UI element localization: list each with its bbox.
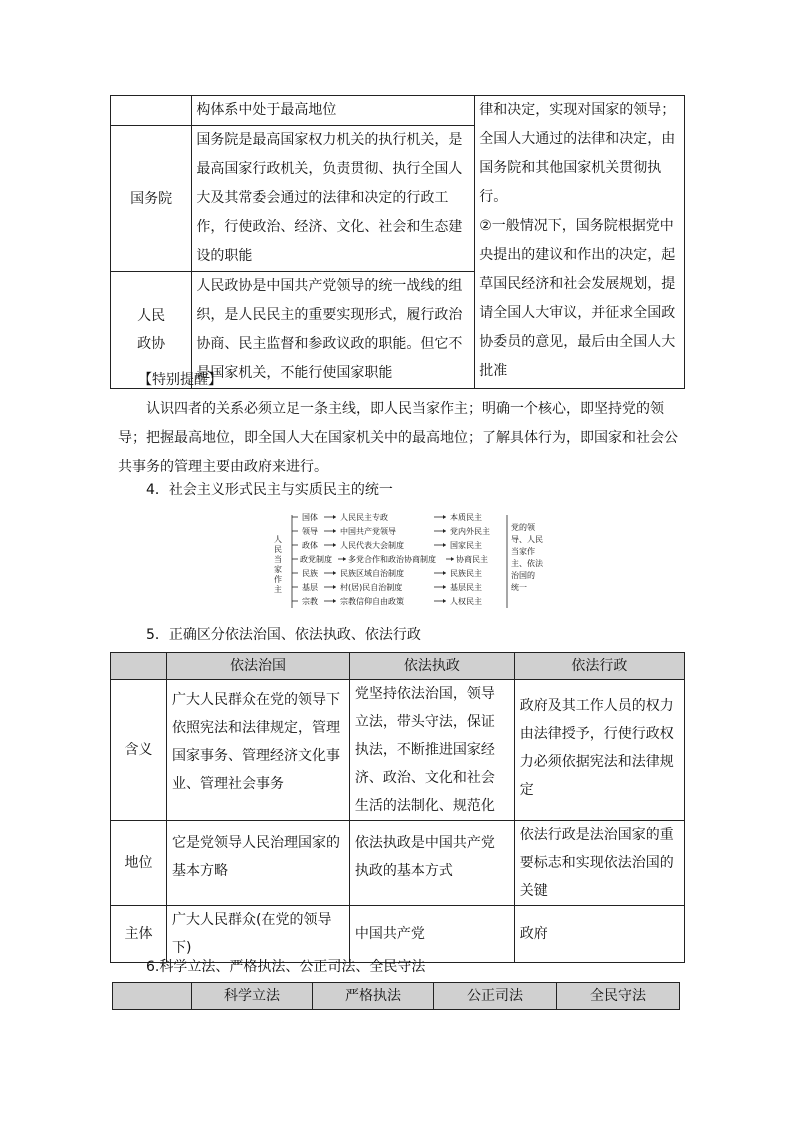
table2-header-2: 依法执政 [349,653,514,680]
diagram-row-system: 人民民主专政 [340,513,388,522]
diagram-row [292,568,482,578]
table2-row-label-2: 主体 [111,906,167,963]
diagram-row-democracy: 国家民主 [450,541,482,550]
table2-cell-1-0: 它是党领导人民治理国家的基本方略 [167,821,350,906]
diagram-row [292,540,482,550]
diagram-right-line: 党的领 [511,523,535,532]
diagram-row-democracy: 本质民主 [450,513,482,522]
diagram-row-category: 政党制度 [300,555,332,564]
table2-cell-2-0: 广大人民群众(在党的领导下) [167,906,350,963]
section5-title: 5．正确区分依法治国、依法执政、依法行政 [146,627,421,643]
table3-header-0 [113,983,192,1010]
diagram-row-system: 多党合作和政治协商制度 [348,555,436,564]
table2-cell-2-2: 政府 [514,906,684,963]
diagram-row-category: 国体 [302,513,318,522]
diagram-right-line: 当家作 [511,547,535,556]
democracy-diagram [262,508,552,614]
section4-title: 4．社会主义形式民主与实质民主的统一 [146,482,393,498]
table3-header-2: 严格执法 [313,983,434,1010]
diagram-row [292,526,490,536]
table1-content-1: 国务院是最高国家权力机关的执行机关，是最高国家行政机关，负责贯彻、执行全国人大及其常委会通过的法律和决定的行政工作，行使政治、经济、文化、社会和生态建设的职能 [192,126,475,272]
table1-content-2: 人民政协是中国共产党领导的统一战线的组织，是人民民主的重要实现形式，履行政治协商、民主监督和参政议政的职能。但它不是国家机关，不能行使国家职能 [192,272,475,389]
table2-cell-1-1: 依法执政是中国共产党执政的基本方式 [349,821,514,906]
diagram-row-system: 村(居)民自治制度 [340,583,403,592]
table2-cell-0-2: 政府及其工作人员的权力由法律授予，行使行政权力必须依据宪法和法律规定 [514,680,684,821]
diagram-row-category: 民族 [302,569,318,578]
legal-system-table [112,982,680,1010]
table2-cell-0-1: 党坚持依法治国，领导立法，带头守法，保证执法，不断推进国家经济、政治、文化和社会生活的法制化、规范化 [349,680,514,821]
diagram-row-democracy: 民族民主 [450,569,482,578]
table2-cell-1-2: 依法行政是法治国家的重要标志和实现依法治国的关键 [514,821,684,906]
diagram-row-democracy: 协商民主 [456,555,488,564]
table2-header-1: 依法治国 [167,653,350,680]
table3-header-1: 科学立法 [192,983,313,1010]
diagram-row-system: 人民代表大会制度 [340,541,404,550]
table1-right-col: 律和决定，实现对国家的领导；全国人大通过的法律和决定，由国务院和其他国家机关贯彻执行。 ②一般情况下，国务院根据党中央提出的建议和作出的决定，起草国民经济和社会发展规划，提请全国人大审议，并征求全国政协委员的意见，最后由全国人大批准 [475,96,685,389]
table1-label-2: 人民 政协 [111,272,192,389]
table2-row-label-0: 含义 [111,680,167,821]
diagram-row-category: 宗教 [302,597,318,606]
diagram-row-category: 领导 [302,527,318,536]
table2-row-label-1: 地位 [111,821,167,906]
diagram-row-category: 政体 [302,541,318,550]
section6-title: 6.科学立法、严格执法、公正司法、全民守法 [146,959,426,975]
diagram-row [292,554,488,564]
diagram-row-democracy: 人权民主 [450,597,482,606]
diagram-row-system: 中国共产党领导 [340,527,396,536]
reminder-text: 认识四者的关系必须立足一条主线，即人民当家作主；明确一个核心，即坚持党的领导；把握最高地位，即全国人大在国家机关中的最高地位；了解具体行为，即国家和社会公共事务的管理主要由政府来进行。 [118,401,678,475]
diagram-left-char: 主 [274,585,282,594]
reminder-title: 【特别提醒】 [138,372,222,388]
table2-cell-2-1: 中国共产党 [349,906,514,963]
diagram-right-label [511,522,544,592]
table3-header-4: 全民守法 [557,983,680,1010]
table1-label-1: 国务院 [111,126,192,272]
diagram-row-category: 基层 [302,583,318,592]
diagram-right-line: 主、依法 [511,559,543,568]
diagram-row [292,512,482,522]
diagram-right-line: 统一 [511,583,527,592]
table3-header-3: 公正司法 [434,983,557,1010]
diagram-right-line: 导、人民 [511,535,543,544]
diagram-left-char: 家 [274,565,282,574]
diagram-left-char: 民 [274,545,282,554]
diagram-left-char: 作 [274,575,282,584]
diagram-row-democracy: 党内外民主 [450,527,490,536]
table1-label-0 [111,96,192,126]
diagram-row [292,596,482,606]
table2-header-3: 依法行政 [514,653,684,680]
diagram-row-system: 宗教信仰自由政策 [340,597,404,606]
diagram-row-system: 民族区域自治制度 [340,569,404,578]
table2-cell-0-0: 广大人民群众在党的领导下依照宪法和法律规定，管理国家事务、管理经济文化事业、管理社会事务 [167,680,350,821]
diagram-row [292,582,482,592]
diagram-left-char: 当 [274,555,282,564]
government-organs-table [110,95,685,389]
rule-of-law-table [110,652,685,963]
table2-header-0 [111,653,167,680]
diagram-left-label [274,534,282,594]
table1-content-0: 构体系中处于最高地位 [192,96,475,126]
diagram-row-democracy: 基层民主 [450,583,482,592]
diagram-right-line: 治国的 [511,571,535,580]
diagram-left-char: 人 [274,535,282,544]
